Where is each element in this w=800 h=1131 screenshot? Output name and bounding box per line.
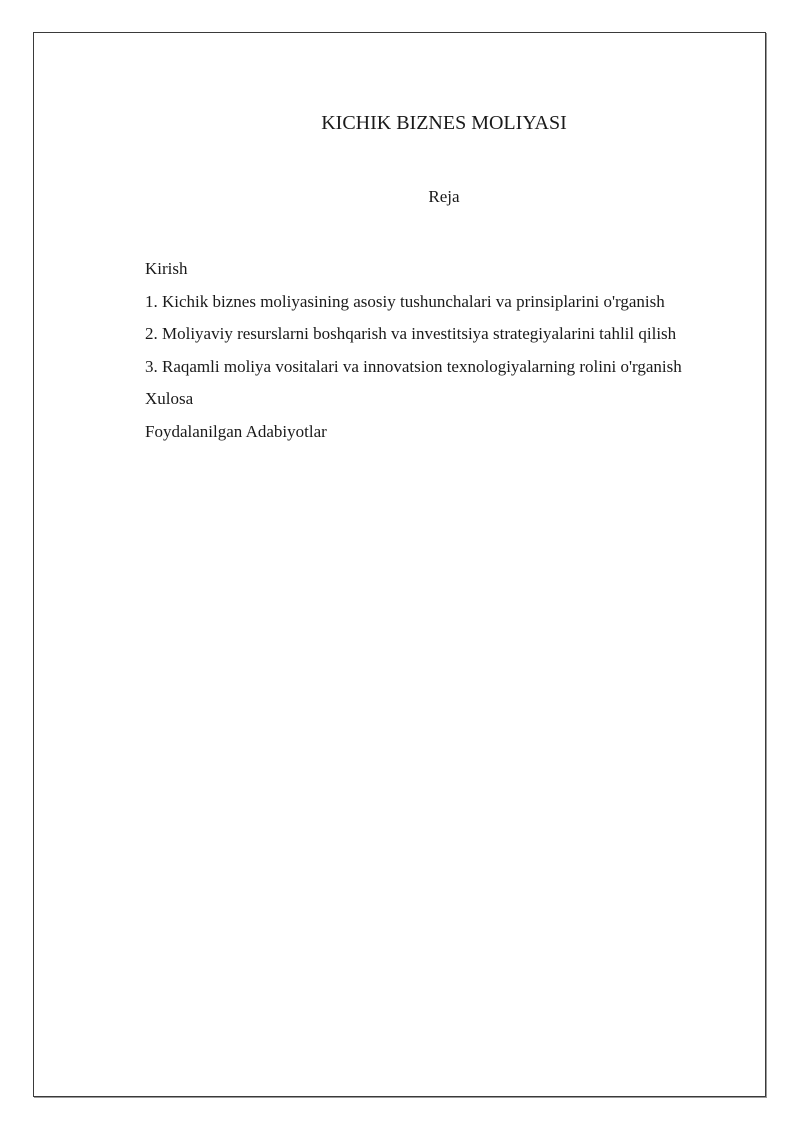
toc-item-chapter-3: 3. Raqamli moliya vositalari va innovatsion texnologiyalarning rolini o'rganish bbox=[145, 356, 682, 376]
toc-item-introduction: Kirish bbox=[145, 259, 188, 278]
toc-item-chapter-2: 2. Moliyaviy resurslarni boshqarish va investitsiya strategiyalarini tahlil qilish bbox=[145, 324, 677, 344]
plan-heading: Reja bbox=[428, 187, 460, 206]
document-title: KICHIK BIZNES MOLIYASI bbox=[321, 112, 567, 134]
toc-item-chapter-1: 1. Kichik biznes moliyasining asosiy tushunchalari va prinsiplarini o'rganish bbox=[145, 291, 665, 311]
toc-item-references: Foydalanilgan Adabiyotlar bbox=[145, 421, 327, 441]
toc-item-conclusion: Xulosa bbox=[145, 389, 194, 409]
table-of-contents bbox=[145, 258, 755, 454]
